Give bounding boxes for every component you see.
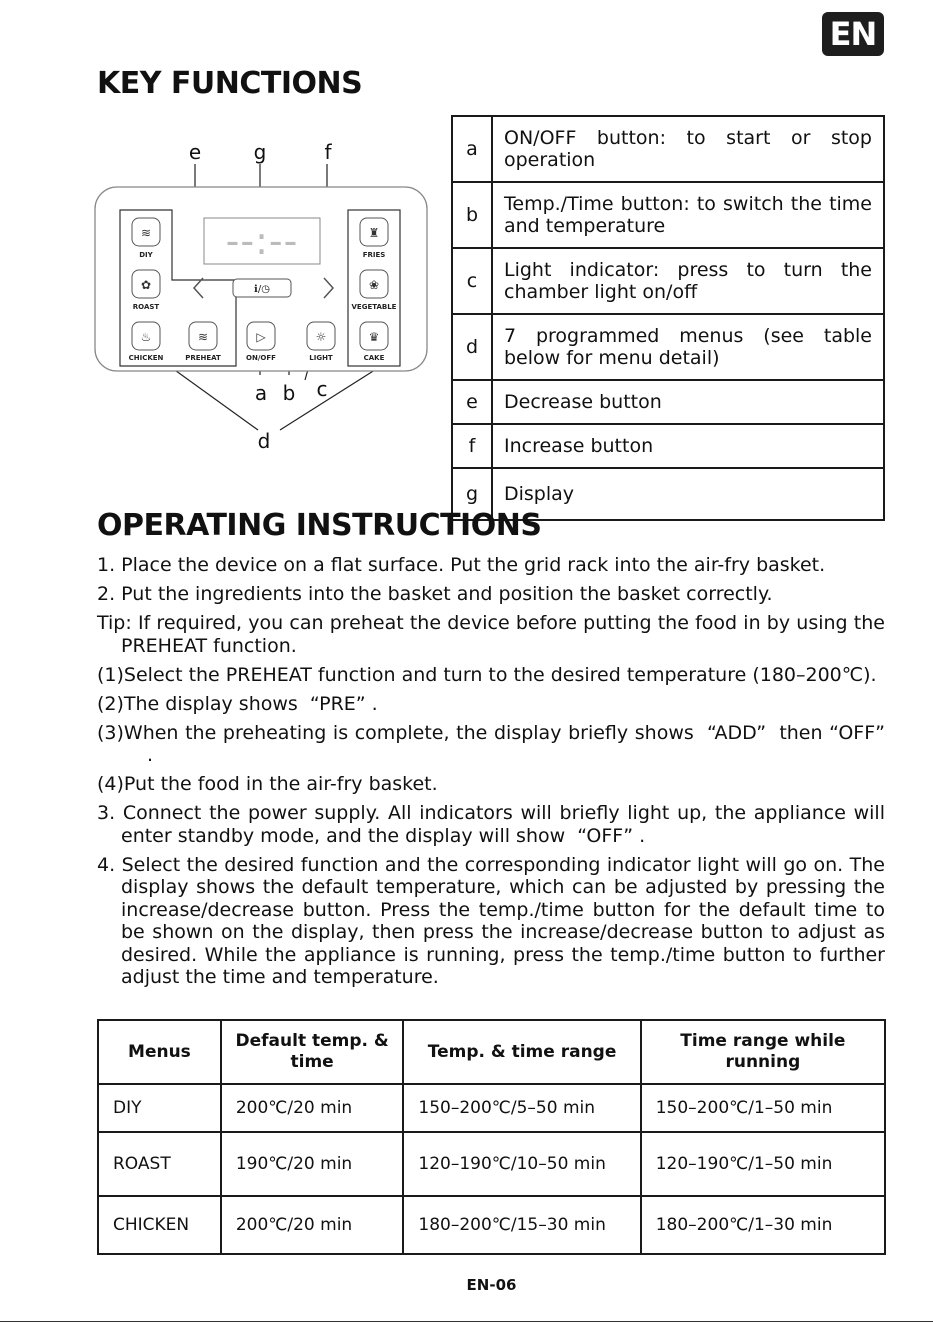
light-label: LIGHT: [309, 354, 333, 362]
language-badge: EN: [822, 12, 884, 56]
key-letter: d: [452, 314, 492, 380]
menu-table: [97, 1019, 886, 1255]
callout-f: f: [324, 140, 332, 164]
instruction-substep: (1)Select the PREHEAT function and turn to the desired temperature (180–200℃).: [97, 663, 877, 686]
key-letter: e: [452, 380, 492, 424]
instruction-step: 4. Select the desired function and the corresponding indicator light will go on. The display shows the default temperature, which can be adjusted by pressing the increase/decrease button. Press the temp./time button for the default time to be shown on the display, then press the increase/decrease button to adjust as desired. While the appliance is running, press the temp./time button to further adjust the time and temperature.: [97, 853, 885, 988]
cake-label: CAKE: [363, 354, 385, 362]
chicken-label: CHICKEN: [128, 354, 164, 362]
table-cell: 190℃/20 min: [221, 1132, 404, 1196]
table-header-row: [98, 1020, 885, 1084]
instruction-substep: (3)When the preheating is complete, the display briefly shows “ADD” then “OFF” .: [97, 721, 885, 766]
column-header: Default temp. & time: [221, 1020, 404, 1084]
key-description: Temp./Time button: to switch the time and temperature: [492, 182, 884, 248]
key-letter: g: [452, 468, 492, 520]
table-cell: 120–190℃/1–50 min: [641, 1132, 885, 1196]
callout-d: d: [257, 429, 271, 453]
instruction-substep: (4)Put the food in the air-fry basket.: [97, 773, 438, 795]
callout-c: c: [316, 377, 328, 401]
display-readout: --:--: [225, 219, 299, 263]
instruction-step: 2. Put the ingredients into the basket and position the basket correctly.: [97, 583, 773, 605]
table-row: [452, 314, 884, 380]
cake-icon: ♛: [368, 330, 380, 344]
table-cell: 180–200℃/15–30 min: [403, 1196, 640, 1254]
preheat-label: PREHEAT: [185, 354, 221, 362]
instruction-substep: (2)The display shows “PRE” .: [97, 692, 378, 715]
operating-instructions-title: OPERATING INSTRUCTIONS: [97, 508, 542, 543]
table-row: [98, 1132, 885, 1196]
column-header: Temp. & time range: [403, 1020, 640, 1084]
key-letter: b: [452, 182, 492, 248]
key-letter: f: [452, 424, 492, 468]
table-cell: CHICKEN: [98, 1196, 221, 1254]
onoff-label: ON/OFF: [246, 354, 276, 362]
key-description: ON/OFF button: to start or stop operation: [492, 116, 884, 182]
key-description: Display: [492, 468, 884, 520]
table-row: [452, 248, 884, 314]
key-letter: c: [452, 248, 492, 314]
key-description: Increase button: [492, 424, 884, 468]
callout-a: a: [254, 381, 268, 405]
key-description: Decrease button: [492, 380, 884, 424]
table-row: [452, 116, 884, 182]
instruction-step: 1. Place the device on a flat surface. Put the grid rack into the air-fry basket.: [97, 554, 826, 576]
table-cell: 120–190℃/10–50 min: [403, 1132, 640, 1196]
table-cell: 200℃/20 min: [221, 1084, 404, 1132]
column-header: Time range while running: [641, 1020, 885, 1084]
bottom-divider: [0, 1321, 933, 1322]
power-icon: ▷: [256, 330, 266, 344]
preheat-icon: ≋: [197, 330, 209, 344]
fries-icon: ♜: [368, 226, 380, 240]
key-description: 7 programmed menus (see table below for menu detail): [492, 314, 884, 380]
table-row: [98, 1196, 885, 1254]
table-cell: DIY: [98, 1084, 221, 1132]
table-cell: 150–200℃/1–50 min: [641, 1084, 885, 1132]
instructions-list: [97, 554, 885, 995]
key-functions-table: [451, 115, 885, 521]
table-row: [98, 1084, 885, 1132]
control-panel-diagram: [90, 130, 440, 470]
roast-label: ROAST: [132, 303, 160, 311]
table-cell: ROAST: [98, 1132, 221, 1196]
column-header: Menus: [98, 1020, 221, 1084]
instruction-tip: Tip: If required, you can preheat the device before putting the food in by using the PREHEAT function.: [97, 612, 885, 657]
light-icon: ☼: [315, 330, 327, 344]
table-cell: 200℃/20 min: [221, 1196, 404, 1254]
table-cell: 150–200℃/5–50 min: [403, 1084, 640, 1132]
table-row: [452, 182, 884, 248]
page-number: EN-06: [466, 1276, 517, 1294]
callout-g: g: [253, 140, 267, 164]
key-description: Light indicator: press to turn the chamber light on/off: [492, 248, 884, 314]
instruction-step: 3. Connect the power supply. All indicators will briefly light up, the appliance will enter standby mode, and the display will show “OFF” .: [97, 802, 885, 847]
vegetable-icon: ❀: [368, 278, 380, 292]
table-row: [452, 380, 884, 424]
diy-icon: ≋: [140, 226, 152, 240]
chicken-icon: ♨: [140, 330, 152, 344]
key-letter: a: [452, 116, 492, 182]
diy-label: DIY: [139, 251, 153, 259]
callout-e: e: [188, 140, 202, 164]
table-row: [452, 424, 884, 468]
temp-time-icon: ℹ/◷: [254, 284, 270, 295]
fries-label: FRIES: [362, 251, 386, 259]
key-functions-title: KEY FUNCTIONS: [97, 66, 363, 101]
roast-icon: ✿: [140, 278, 152, 292]
callout-b: b: [282, 381, 296, 405]
table-cell: 180–200℃/1–30 min: [641, 1196, 885, 1254]
vegetable-label: VEGETABLE: [351, 303, 397, 311]
